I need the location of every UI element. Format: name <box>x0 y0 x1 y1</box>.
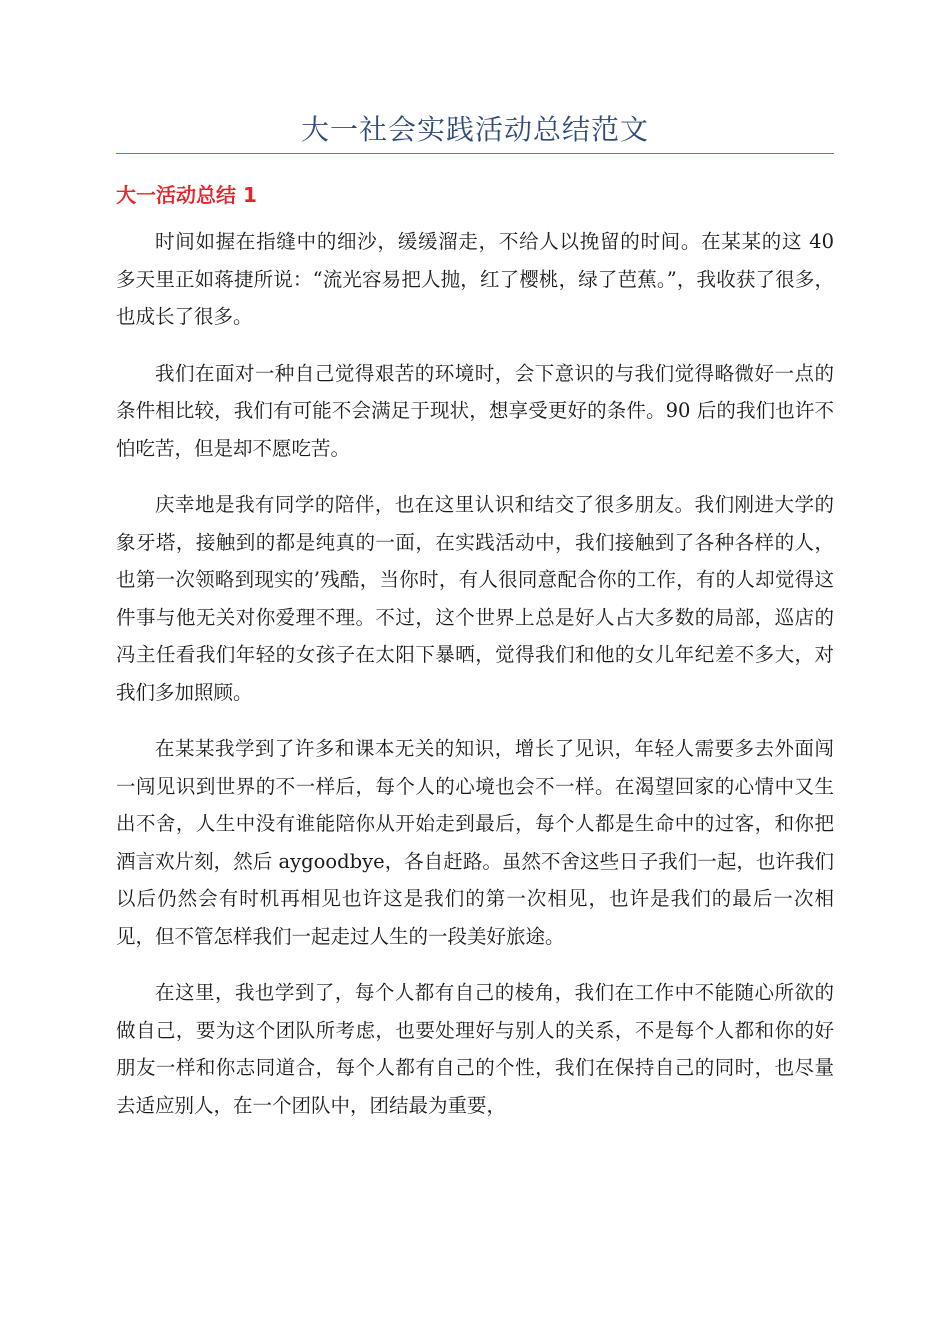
section-heading: 大一活动总结 1 <box>116 183 257 207</box>
paragraph: 我们在面对一种自己觉得艰苦的环境时，会下意识的与我们觉得略微好一点的条件相比较，我们有可能不会满足于现状，想享受更好的条件。90 后的我们也许不怕吃苦，但是却不愿吃苦。 <box>116 361 834 460</box>
document-body <box>116 223 834 1143</box>
paragraph: 在这里，我也学到了，每个人都有自己的棱角，我们在工作中不能随心所欲的做自己，要为这个团队所考虑，也要处理好与别人的关系，不是每个人都和你的好朋友一样和你志同道合，每个人都有自己的个性，我们在保持自己的同时，也尽量去适应别人，在一个团队中，团结最为重要， <box>116 981 834 1117</box>
paragraph: 时间如握在指缝中的细沙，缓缓溜走，不给人以挽留的时间。在某某的这 40 多天里正如蒋捷所说：“流光容易把人抛，红了樱桃，绿了芭蕉。”，我收获了很多，也成长了很多。 <box>116 230 834 328</box>
paragraph: 庆幸地是我有同学的陪伴，也在这里认识和结交了很多朋友。我们刚进大学的象牙塔，接触到的都是纯真的一面，在实践活动中，我们接触到了各种各样的人，也第一次领略到现实的’残酷，当你时，有人很同意配合你的工作，有的人却觉得这件事与他无关对你爱理不理。不过，这个世界上总是好人占大多数的局部，巡店的冯主任看我们年轻的女孩子在太阳下暴晒，觉得我们和他的女儿年纪差不多大，对我们多加照顾。 <box>116 493 834 704</box>
document-title: 大一社会实践活动总结范文 <box>300 113 649 146</box>
paragraph: 在某某我学到了许多和课本无关的知识，增长了见识，年轻人需要多去外面闯一闯见识到世界的不一样后，每个人的心境也会不一样。在渴望回家的心情中又生出不舍，人生中没有谁能陪你从开始走到最后，每个人都是生命中的过客，和你把酒言欢片刻，然后 aygoodbye，各自赶路。虽然不舍这些日子我们一起，也许我们以后仍然会有时机再相见也许这是我们的第一次相见，也许是我们的最后一次相见，但不管怎样我们一起走过人生的一段美好旅途。 <box>116 737 834 948</box>
title-underline-rule <box>116 153 834 154</box>
